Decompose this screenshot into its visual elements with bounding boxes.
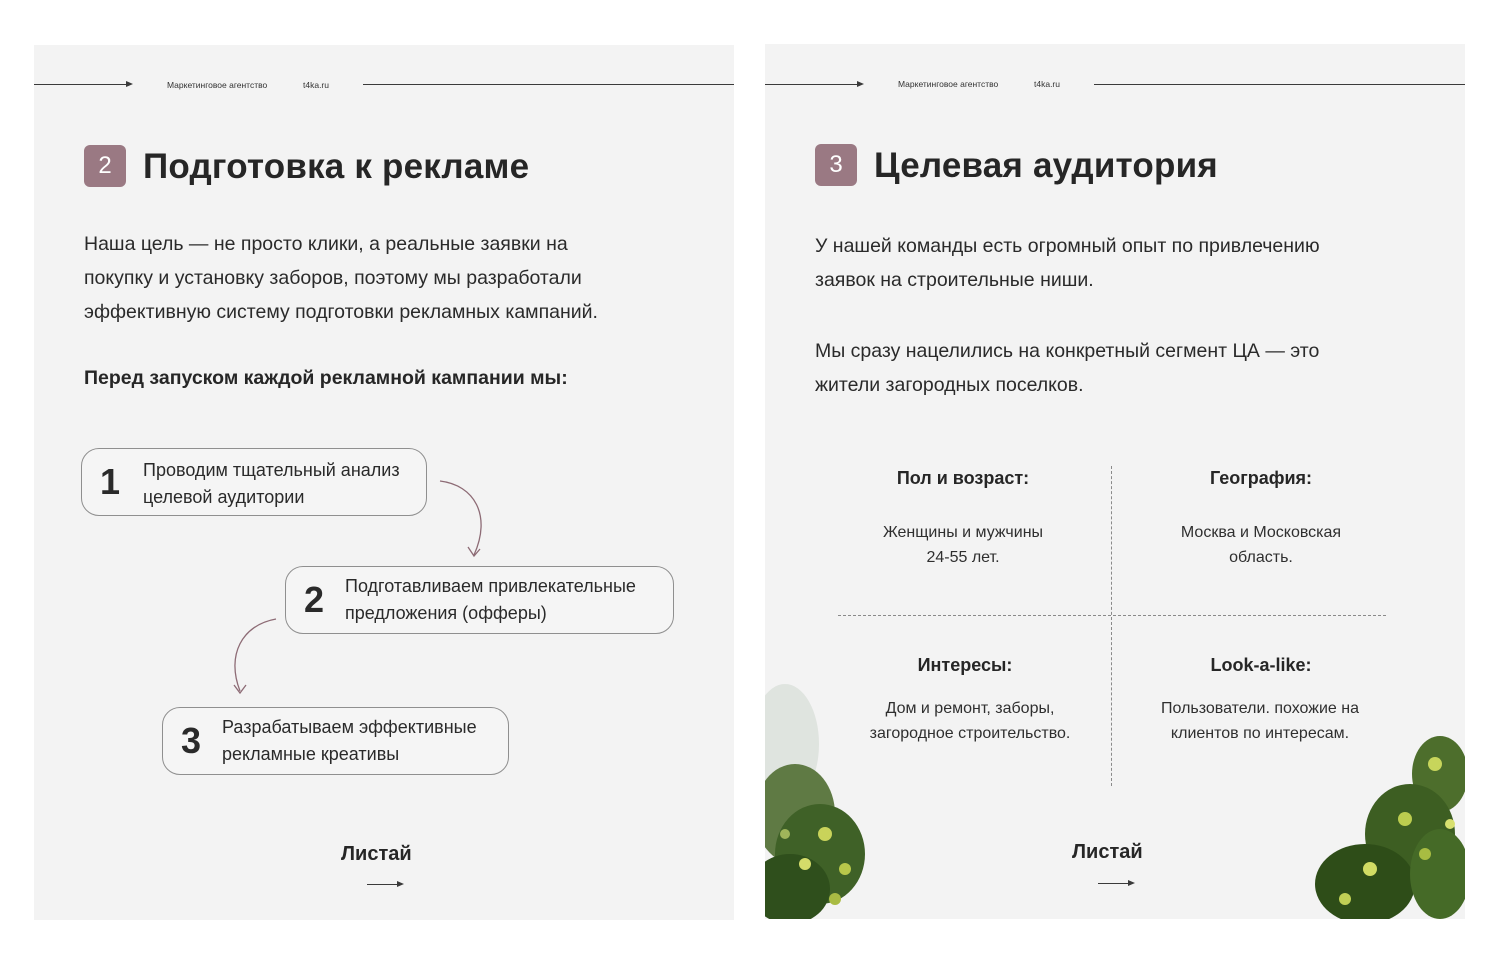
swipe-arrow-line: [1098, 883, 1128, 884]
step-number: 3: [181, 720, 202, 761]
header-rule: [363, 84, 734, 85]
curved-arrow-icon: [434, 475, 494, 565]
header-site: t4ka.ru: [1034, 79, 1060, 89]
header-arrow-line: [34, 84, 126, 85]
step-text-line: Разрабатываем эффективные: [222, 717, 477, 737]
section-number-badge: 2: [84, 145, 126, 187]
grid-heading-geography: География:: [1209, 468, 1313, 488]
grid-text-line: загородное строительство.: [869, 725, 1071, 742]
lead-text: Перед запуском каждой рекламной кампании мы:: [84, 367, 568, 389]
grid-heading-gender-age: Пол и возраст:: [896, 468, 1030, 488]
header-arrow-line: [765, 84, 857, 85]
grid-text-gender-age: [828, 520, 1098, 570]
step-number: 2: [304, 579, 325, 620]
header-arrow-icon: [857, 81, 864, 87]
intro-paragraph: [84, 227, 714, 329]
slide-target-audience: [765, 44, 1465, 919]
arrow-right-icon[interactable]: [397, 881, 404, 887]
step-number: 1: [100, 461, 121, 502]
step-text-line: предложения (офферы): [345, 603, 547, 623]
step-card-2: [285, 566, 674, 634]
paragraph-line: заявок на строительные ниши.: [815, 269, 1094, 291]
header-agency: Маркетинговое агентство: [167, 80, 268, 90]
step-text-line: Проводим тщательный анализ: [143, 460, 400, 480]
slide-preparation: [34, 45, 734, 920]
grid-heading-interests: Интересы:: [917, 655, 1013, 675]
paragraph-line: У нашей команды есть огромный опыт по привлечению: [815, 235, 1320, 257]
segment-paragraph: [815, 334, 1435, 402]
grid-text-line: Москва и Московская: [1180, 524, 1342, 541]
intro-line: Наша цель — не просто клики, а реальные заявки на: [84, 233, 568, 255]
grid-heading-lookalike: Look-a-like:: [1210, 655, 1312, 675]
grid-text-line: Дом и ремонт, заборы,: [885, 700, 1055, 717]
header-arrow-icon: [126, 81, 133, 87]
paragraph-line: жители загородных поселков.: [815, 374, 1084, 396]
step-text-line: целевой аудитории: [143, 487, 305, 507]
grid-text-line: клиентов по интересам.: [1170, 725, 1350, 742]
intro-line: покупку и установку заборов, поэтому мы разработали: [84, 267, 582, 289]
grid-text-line: область.: [1229, 549, 1293, 566]
step-card-1: [81, 448, 427, 516]
swipe-label[interactable]: Листай: [341, 843, 412, 865]
step-card-3: [162, 707, 509, 775]
grid-text-line: 24-55 лет.: [926, 549, 1000, 566]
grid-text-line: Женщины и мужчины: [882, 524, 1044, 541]
grid-text-geography: [1126, 520, 1396, 570]
page-title: Подготовка к рекламе: [143, 147, 530, 186]
grid-divider-horizontal: [838, 615, 1386, 616]
curved-arrow-icon: [224, 615, 284, 699]
step-text-line: рекламные креативы: [222, 744, 400, 764]
grid-text-interests: [835, 696, 1105, 746]
page-title: Целевая аудитория: [874, 146, 1218, 185]
arrow-right-icon[interactable]: [1128, 880, 1135, 886]
experience-paragraph: [815, 229, 1435, 297]
section-number-badge: 3: [815, 144, 857, 186]
foliage-right-image: [1310, 734, 1465, 919]
grid-divider-vertical: [1111, 466, 1112, 786]
step-text-line: Подготавливаем привлекательные: [345, 576, 636, 596]
paragraph-line: Мы сразу нацелились на конкретный сегмент ЦА — это: [815, 340, 1320, 362]
header-rule: [1094, 84, 1465, 85]
header-agency: Маркетинговое агентство: [898, 79, 999, 89]
swipe-arrow-line: [367, 884, 397, 885]
intro-line: эффективную систему подготовки рекламных кампаний.: [84, 301, 598, 323]
foliage-left-image: [765, 674, 875, 919]
grid-text-line: Пользователи. похожие на: [1161, 700, 1359, 717]
header-site: t4ka.ru: [303, 80, 329, 90]
swipe-label[interactable]: Листай: [1072, 841, 1143, 863]
